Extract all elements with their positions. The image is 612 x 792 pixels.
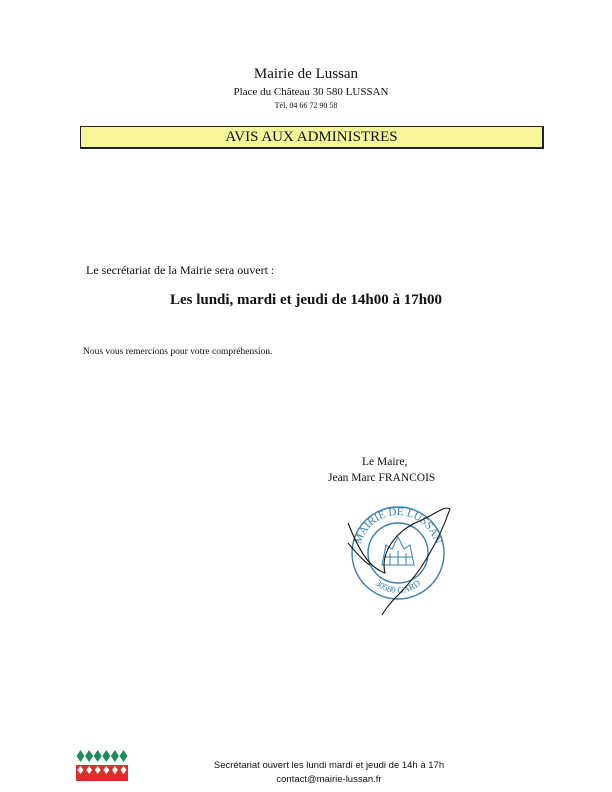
stamp-top-text: MAIRIE DE LUSSAN bbox=[352, 505, 444, 546]
notice-banner bbox=[80, 126, 544, 149]
svg-text:30580 GARD bbox=[374, 578, 423, 596]
svg-text:MAIRIE DE LUSSAN bbox=[352, 506, 444, 546]
intro-text: Le secrétariat de la Mairie sera ouvert : bbox=[86, 263, 275, 277]
opening-hours: Les lundi, mardi et jeudi de 14h00 à 17h00 bbox=[169, 292, 443, 308]
signature-name: Jean Marc FRANCOIS bbox=[328, 472, 436, 484]
mairie-stamp bbox=[340, 493, 455, 618]
mairie-name: Mairie de Lussan bbox=[253, 66, 359, 82]
mairie-address: Place du Château 30 580 LUSSAN bbox=[233, 86, 389, 98]
signature-title: Le Maire, bbox=[362, 456, 408, 468]
stamp-bottom-text: 30580 GARD bbox=[373, 577, 423, 596]
footer-hours: Secrétariat ouvert les lundi mardi et jeudi de 14h à 17h bbox=[213, 760, 445, 771]
mairie-phone: Tél. 04 66 72 90 58 bbox=[274, 101, 338, 110]
notice-title: AVIS AUX ADMINISTRES bbox=[225, 129, 398, 145]
footer-contact: contact@mairie-lussan.fr bbox=[276, 774, 382, 785]
thanks-text: Nous vous remercions pour votre compréhension. bbox=[83, 347, 273, 357]
